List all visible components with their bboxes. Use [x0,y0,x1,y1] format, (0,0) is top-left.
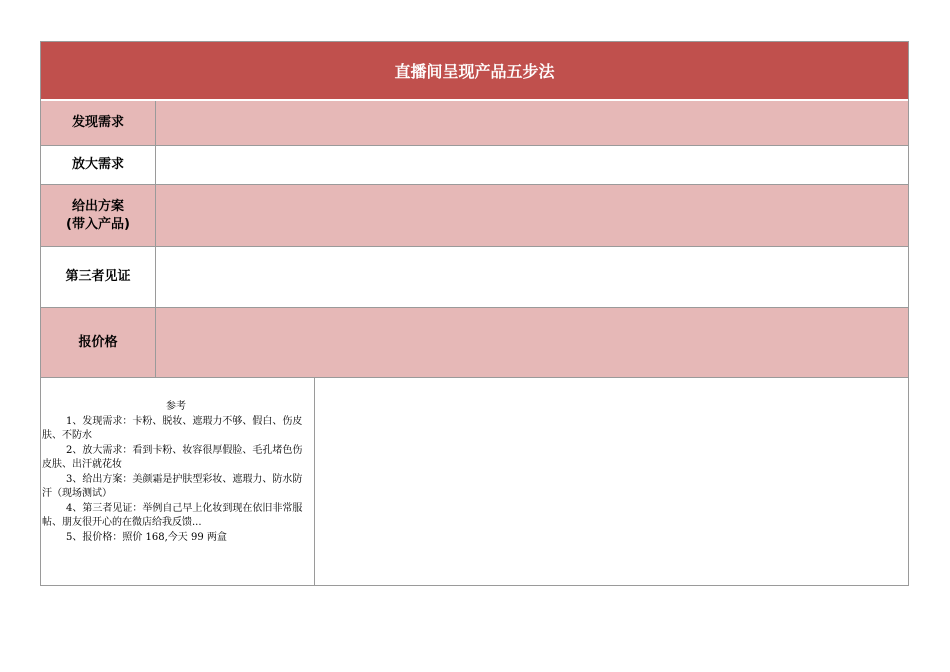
reference-line: 5、报价格：照价 168,今天 99 两盒 [66,531,227,543]
row-value-cell[interactable] [156,101,908,145]
row-label: 发现需求 [41,101,156,145]
reference-title: 参考 [166,401,186,412]
row-label: 第三者见证 [41,247,156,307]
row-label: 报价格 [41,308,156,377]
row-amplify-need [41,146,908,185]
row-value-cell[interactable] [156,308,908,377]
row-discover-need [41,101,908,146]
reference-line: 3、给出方案：美颜霜是护肤型彩妆、遮瑕力、防水防汗（现场测试） [42,473,303,499]
reference-notes [41,378,315,585]
row-label: 放大需求 [41,146,156,184]
bottom-section [41,378,908,585]
row-give-solution [41,185,908,247]
row-value-cell[interactable] [156,185,908,246]
reference-line: 4、第三者见证：举例自己早上化妆到现在依旧非常服帖、朋友很开心的在微店给我反馈... [42,502,303,528]
reference-line: 2、放大需求：看到卡粉、妆容很厚假脸、毛孔堵色伤皮肤、出汗就花妆 [42,444,303,470]
row-value-cell[interactable] [156,247,908,307]
reference-line: 1、发现需求：卡粉、脱妆、遮瑕力不够、假白、伤皮肤、不防水 [42,415,303,441]
row-label-line: (带入产品) [66,216,130,232]
row-label-line: 给出方案 [71,198,124,214]
row-quote-price [41,308,908,378]
row-third-party-proof [41,247,908,308]
blank-notes-cell[interactable] [315,378,908,585]
row-label [41,185,156,246]
five-step-table [40,41,909,586]
table-title: 直播间呈现产品五步法 [41,42,908,101]
row-value-cell[interactable] [156,146,908,184]
